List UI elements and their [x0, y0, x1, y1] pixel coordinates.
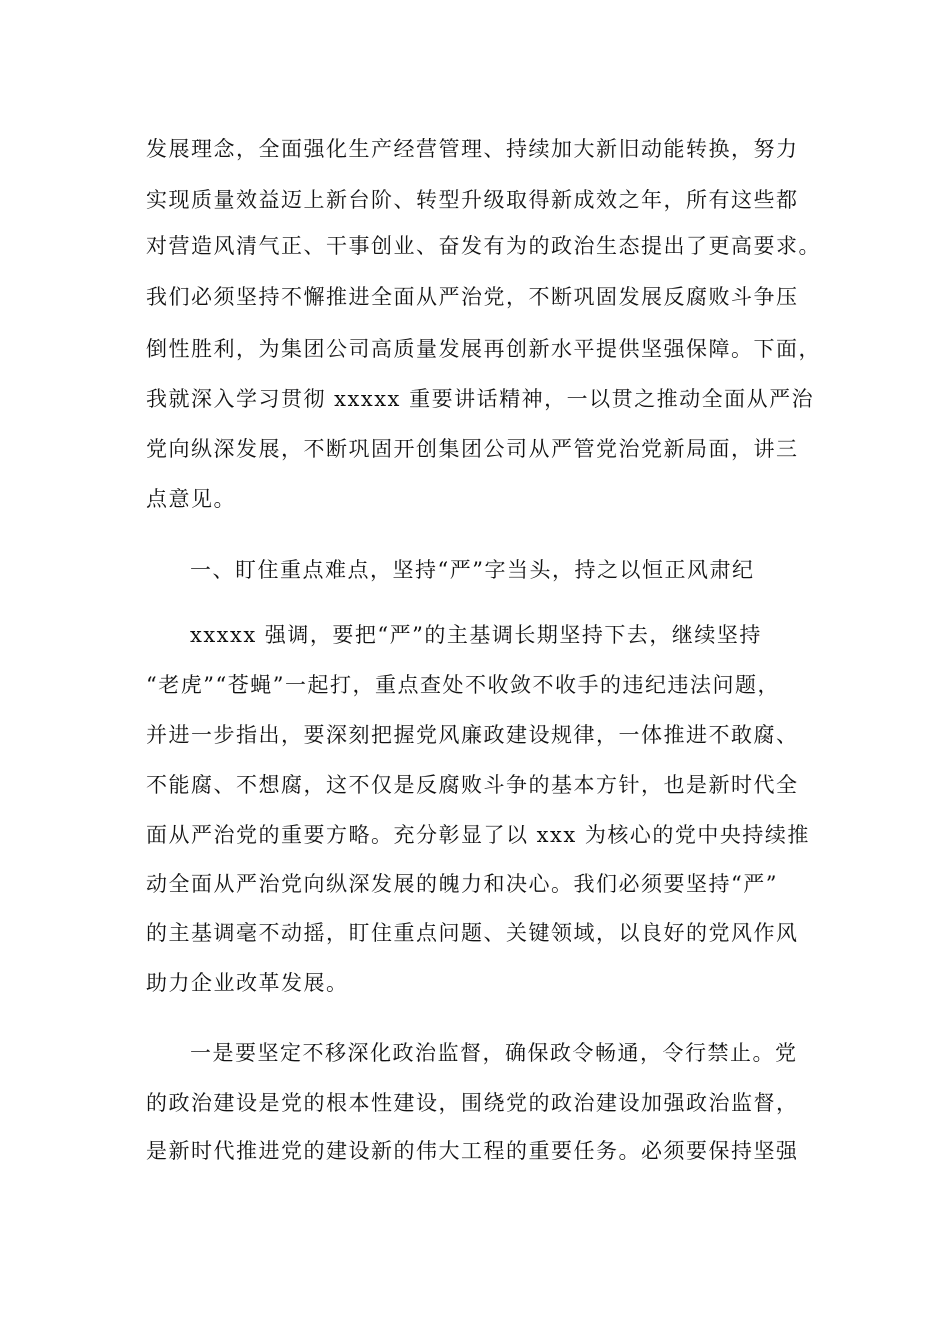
paragraph-line: 动全面从严治党向纵深发展的魄力和决心。我们必须要坚持“严”	[146, 872, 778, 896]
paragraph-line: 并进一步指出，要深刻把握党风廉政建设规律，一体推进不敢腐、	[146, 723, 799, 747]
paragraph-line: 点意见。	[146, 487, 236, 511]
paragraph-line: “老虎”“苍蝇”一起打，重点查处不收敛不收手的违纪违法问题，	[146, 673, 780, 697]
paragraph-line: 对营造风清气正、干事创业、奋发有为的政治生态提出了更高要求。	[146, 234, 821, 258]
paragraph-line: 实现质量效益迈上新台阶、转型升级取得新成效之年，所有这些都	[146, 188, 799, 212]
paragraph-line: xxxxx 强调，要把“严”的主基调长期坚持下去，继续坚持	[190, 623, 762, 647]
section-heading: 一、盯住重点难点，坚持“严”字当头，持之以恒正风肃纪	[190, 558, 755, 582]
paragraph-line: 我们必须坚持不懈推进全面从严治党，不断巩固发展反腐败斗争压	[146, 285, 799, 309]
paragraph-line: 助力企业改革发展。	[146, 971, 349, 995]
paragraph-line: 我就深入学习贯彻 xxxxx 重要讲话精神，一以贯之推动全面从严治	[146, 387, 815, 411]
paragraph-line: 倒性胜利，为集团公司高质量发展再创新水平提供坚强保障。下面，	[146, 337, 821, 361]
paragraph-line: 的政治建设是党的根本性建设，围绕党的政治建设加强政治监督，	[146, 1091, 799, 1115]
paragraph-line: 发展理念，全面强化生产经营管理、持续加大新旧动能转换，努力	[146, 137, 799, 161]
paragraph-line: 是新时代推进党的建设新的伟大工程的重要任务。必须要保持坚强	[146, 1139, 799, 1163]
paragraph-line: 面从严治党的重要方略。充分彰显了以 xxx 为核心的党中央持续推	[146, 823, 810, 847]
paragraph-line: 党向纵深发展，不断巩固开创集团公司从严管党治党新局面，讲三	[146, 437, 799, 461]
paragraph-line: 的主基调毫不动摇，盯住重点问题、关键领域，以良好的党风作风	[146, 921, 799, 945]
paragraph-line: 不能腐、不想腐，这不仅是反腐败斗争的基本方针，也是新时代全	[146, 773, 799, 797]
paragraph-line: 一是要坚定不移深化政治监督，确保政令畅通，令行禁止。党	[190, 1041, 798, 1065]
